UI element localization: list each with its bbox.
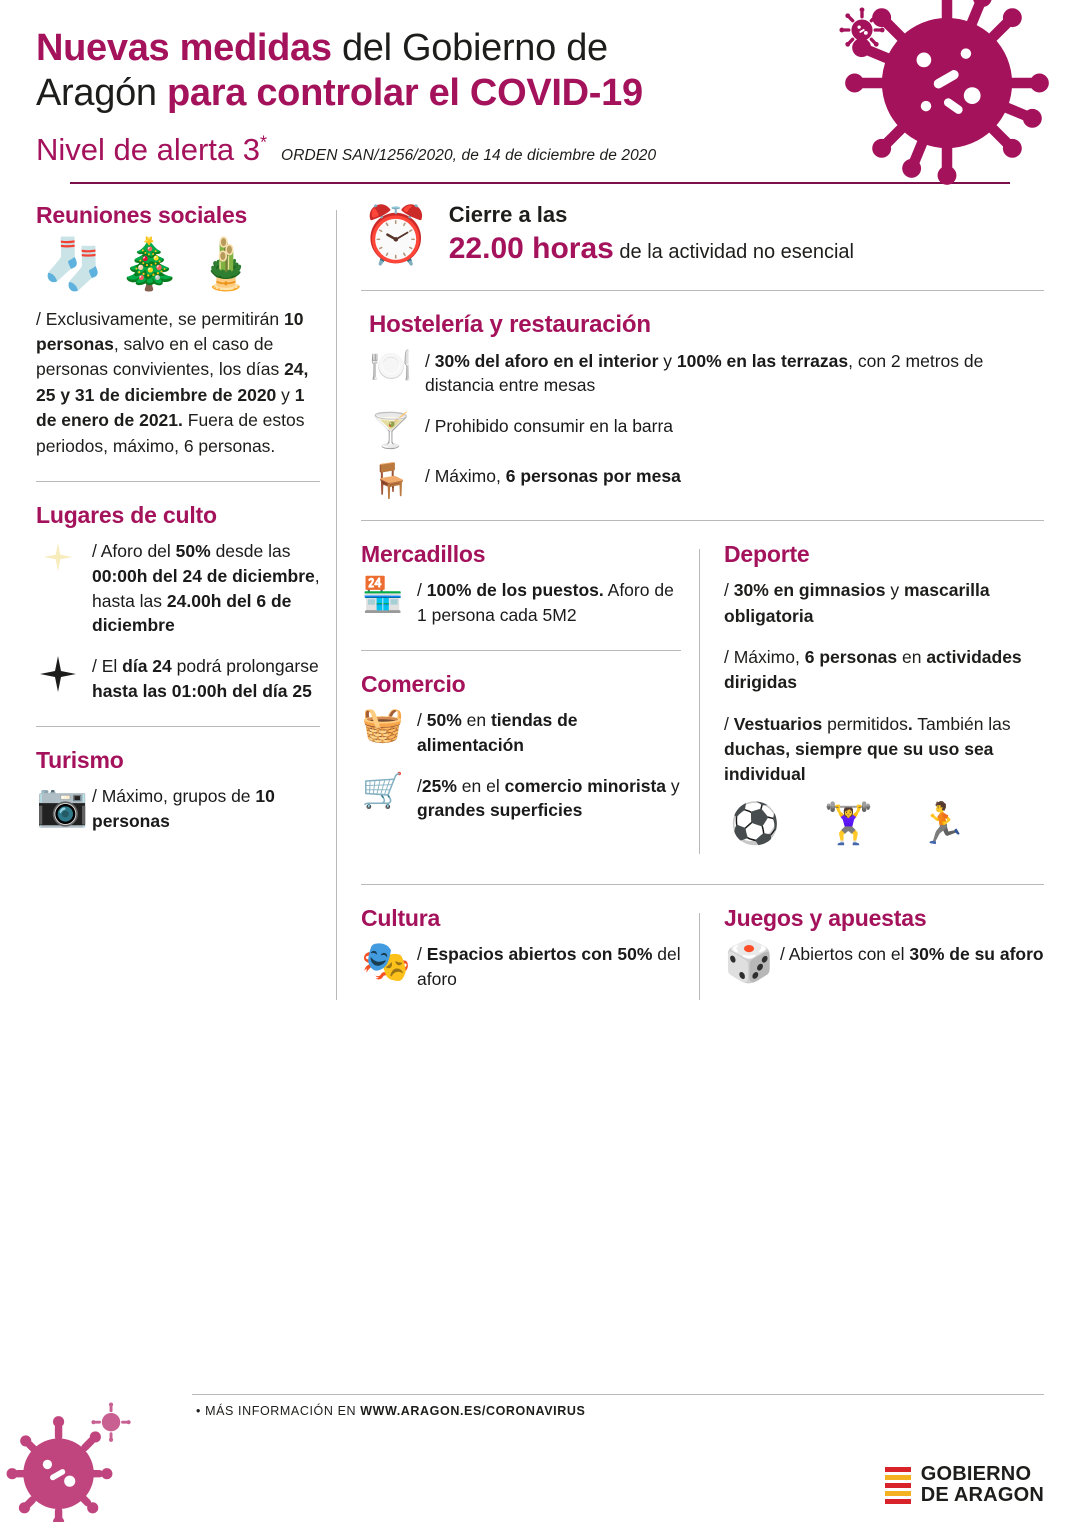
coronavirus-footer-icon [4, 1392, 154, 1522]
divider-left-1 [36, 481, 320, 482]
christmas-tree-icon: 🎄 [118, 235, 181, 292]
hosteleria-item-1-text: / 30% del aforo en el interior y 100% en las terrazas, con 2 metros de distancia entre mesas [425, 350, 984, 396]
weightlifter-icon: 🏋️‍♀️ [823, 801, 874, 846]
room-service-icon: 🍽️ [369, 346, 413, 385]
flag-bar-red-3 [885, 1499, 911, 1504]
hosteleria-block [361, 311, 1044, 499]
culto-item-2-text: / El día 24 podrá prolongarse hasta las 01:00h del día 25 [92, 656, 319, 702]
closing-rest: de la actividad no esencial [613, 241, 854, 264]
alert-level [36, 132, 267, 168]
runner-icon: 🏃 [917, 801, 968, 846]
comercio-item-1 [361, 705, 681, 758]
page-title [36, 26, 856, 116]
cocktail-icon: 🍸 [369, 412, 413, 451]
turismo-item-1 [36, 780, 320, 834]
closing-line2 [449, 230, 854, 268]
divider-center-1 [361, 650, 681, 651]
closing-hours: 22.00 horas [448, 232, 614, 266]
divider-left-2 [36, 726, 320, 727]
hosteleria-item-2-text: / Prohibido consumir en la barra [425, 416, 674, 437]
deporte-icons [730, 801, 1044, 846]
deporte-text-1: / 30% en gimnasios y mascarilla obligatoria [724, 580, 990, 626]
hosteleria-item-3 [369, 462, 1044, 501]
closing-line1: Cierre a las [448, 201, 568, 227]
sub-columns [361, 541, 1044, 862]
government-line-2: DE ARAGON [920, 1484, 1044, 1506]
ornament-icon: 🎍 [194, 235, 257, 292]
footer-bullet: • [196, 1404, 201, 1418]
hosteleria-item-2 [369, 412, 1044, 451]
closing-text [449, 202, 854, 268]
table-chairs-icon: 🪑 [369, 462, 413, 501]
cultura-block [361, 905, 699, 1008]
grocery-basket-icon: 🧺 [361, 705, 405, 744]
section-title-cultura: Cultura [361, 904, 441, 931]
mercadillos-item-1 [361, 578, 681, 628]
culto-item-1 [36, 539, 320, 638]
dice-icon: 🎲 [724, 939, 774, 984]
section-title-comercio: Comercio [361, 670, 466, 697]
footer [0, 1368, 1080, 1528]
main-content [36, 202, 1044, 1008]
section-title-hosteleria: Hostelería y restauración [369, 310, 651, 338]
sparkle-icon [36, 539, 80, 581]
closing-banner [361, 202, 1044, 268]
section-title-deporte: Deporte [724, 541, 810, 568]
title-part-1: Nuevas medidas [36, 27, 332, 69]
juegos-block [700, 905, 1044, 1008]
cultura-item-1-text: / Espacios abiertos con 50% del aforo [417, 943, 681, 989]
deporte-text-3: / Vestuarios permitidos. También las duchas, siempre que su uso sea individual [724, 713, 1011, 785]
footer-info [196, 1404, 585, 1418]
government-logo [885, 1464, 1044, 1506]
stocking-icon: 🧦 [42, 235, 105, 292]
flag-bar-yellow-1 [885, 1475, 911, 1480]
star-shape [38, 654, 78, 694]
footer-url[interactable]: WWW.ARAGON.ES/CORONAVIRUS [360, 1404, 586, 1418]
government-name [921, 1464, 1044, 1506]
section-title-mercadillos: Mercadillos [361, 541, 486, 568]
alert-level-text: Nivel de alerta 3 [36, 131, 261, 167]
divider-right-1 [361, 290, 1044, 291]
camera-icon: 📷 [36, 780, 89, 828]
sub-column-right [700, 541, 1044, 862]
footer-info-label: MÁS INFORMACIÓN EN [205, 1404, 361, 1418]
alarm-clock-icon: ⏰ [361, 202, 431, 266]
turismo-item-1-text: / Máximo, grupos de 10 personas [92, 785, 275, 831]
juegos-item-1 [724, 939, 1044, 984]
aragon-flag-icon [885, 1467, 911, 1504]
star-icon [36, 654, 80, 700]
title-part-3: Aragón [36, 71, 167, 114]
market-stall-icon: 🏪 [361, 576, 405, 615]
title-part-4: para controlar el COVID-19 [167, 71, 643, 114]
reuniones-text: / Exclusivamente, se permitirán 10 personas, salvo en el caso de personas convivientes, los días 24, 25 y 31 de diciembre de 2020 y 1 de enero de 2021. Fuera de estos periodos, máximo, 6 personas. [36, 308, 309, 456]
sub-column-center [361, 541, 699, 862]
culto-item-1-text: / Aforo del 50% desde las 00:00h del 24 de diciembre, hasta las 24.00h del 6 de diciembre [92, 540, 320, 636]
left-column [36, 202, 336, 1008]
shopping-cart-icon: 🛒 [361, 771, 405, 810]
culto-item-2 [36, 654, 320, 704]
section-title-juegos: Juegos y apuestas [724, 904, 927, 931]
title-part-2: del Gobierno de [331, 27, 608, 69]
juegos-item-1-text: / Abiertos con el 30% de su aforo [780, 943, 1044, 964]
footer-divider [192, 1394, 1044, 1395]
flag-bar-red-2 [885, 1483, 911, 1488]
alert-level-asterisk: * [260, 132, 268, 153]
order-reference: ORDEN SAN/1256/2020, de 14 de diciembre de 2020 [281, 146, 657, 164]
section-title-reuniones: Reuniones sociales [36, 201, 248, 228]
sparkle-shape [40, 539, 76, 575]
divider-right-3 [361, 884, 1044, 885]
mercadillos-item-1-text: / 100% de los puestos. Aforo de 1 persona cada 5M2 [417, 580, 674, 626]
cultura-item-1 [361, 939, 681, 992]
section-title-culto: Lugares de culto [36, 501, 217, 528]
theatre-masks-icon: 🎭 [361, 939, 411, 984]
comercio-item-2 [361, 771, 681, 824]
reuniones-icons [42, 235, 320, 292]
flag-bar-yellow-2 [885, 1491, 911, 1496]
flag-bar-red-1 [885, 1467, 911, 1472]
government-line-1: GOBIERNO [920, 1463, 1032, 1485]
section-title-turismo: Turismo [36, 746, 124, 773]
soccer-ball-icon: ⚽ [730, 801, 780, 846]
bottom-columns [361, 905, 1044, 1008]
deporte-text-2: / Máximo, 6 personas en actividades dirigidas [724, 646, 1022, 693]
right-column [337, 202, 1044, 1008]
comercio-item-1-text: / 50% en tiendas de alimentación [417, 709, 578, 755]
hosteleria-item-1 [369, 346, 1044, 399]
divider-right-2 [361, 520, 1044, 521]
hosteleria-item-3-text: / Máximo, 6 personas por mesa [425, 466, 681, 487]
comercio-item-2-text: /25% en el comercio minorista y grandes superficies [417, 775, 680, 821]
header [36, 0, 1044, 184]
coronavirus-small-icon [838, 6, 886, 54]
